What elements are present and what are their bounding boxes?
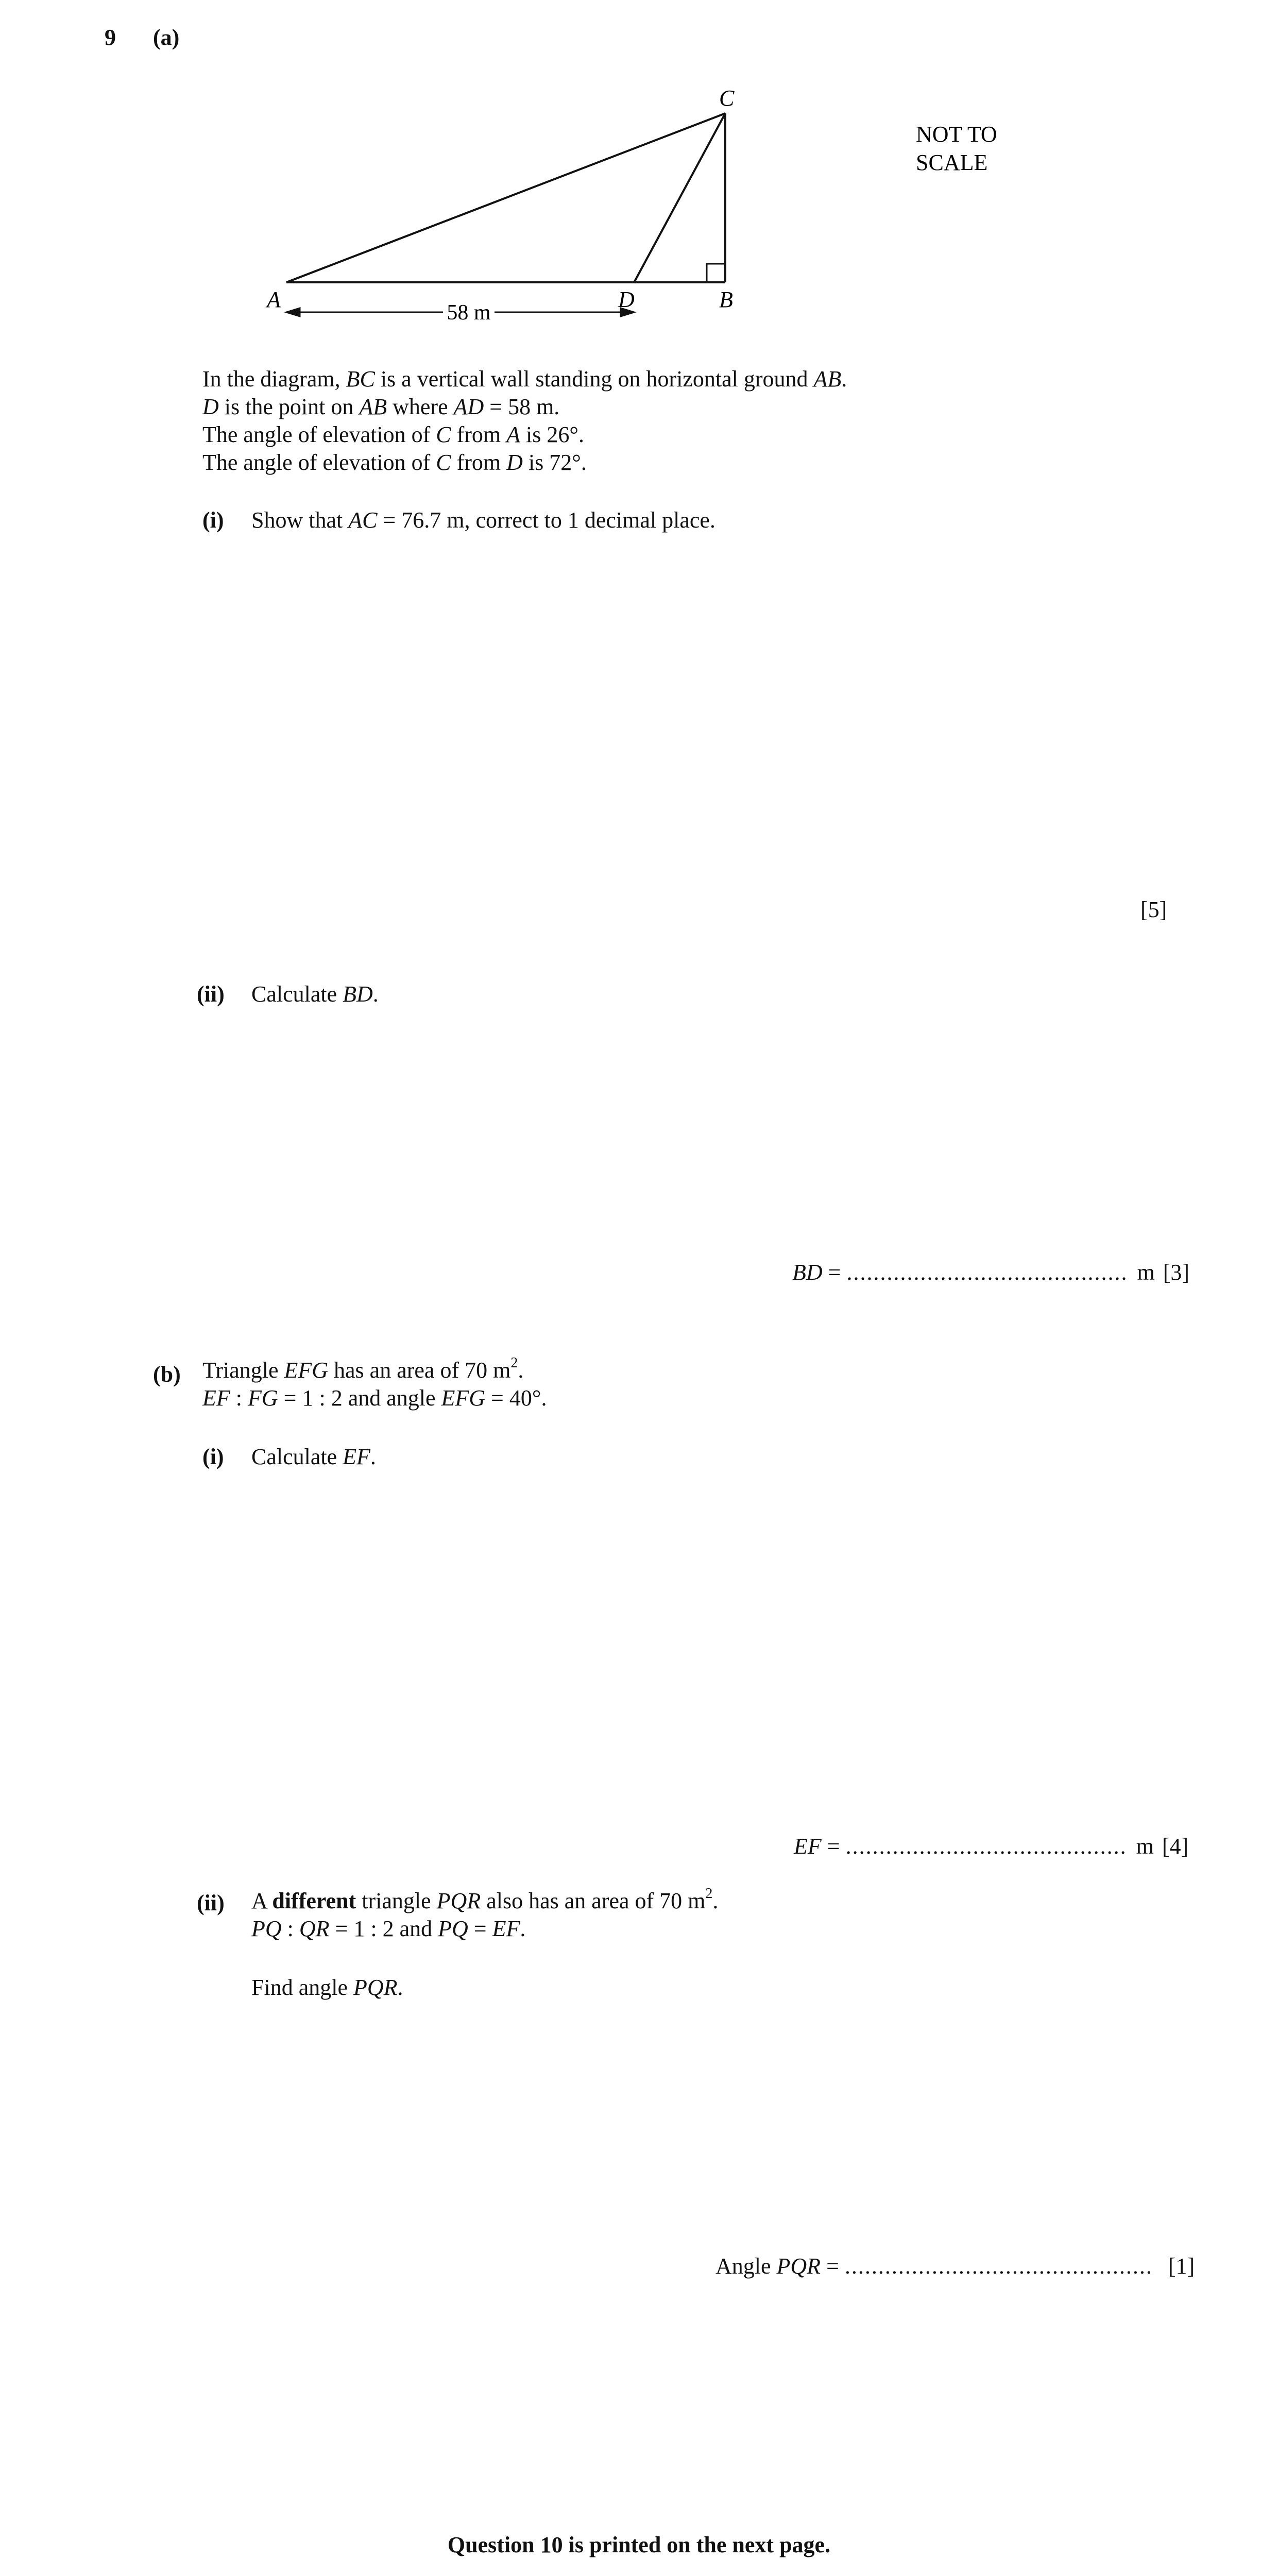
part-a-i-label: (i) xyxy=(202,507,224,533)
intro-line-3: The angle of elevation of C from A is 26°. xyxy=(202,422,584,447)
intro-line-2: D is the point on AB where AD = 58 m. xyxy=(202,394,560,419)
point-d-label: D xyxy=(618,287,635,312)
part-b-ii-text xyxy=(251,1887,718,1942)
footer-note: Question 10 is printed on the next page. xyxy=(447,2532,831,2557)
part-a-i-text: Show that AC = 76.7 m, correct to 1 decimal place. xyxy=(251,507,715,533)
part-b-label: (b) xyxy=(153,1362,181,1387)
part-a-i-marks: [5] xyxy=(1140,897,1167,922)
part-b-i-label: (i) xyxy=(202,1444,224,1469)
arrowhead-left xyxy=(286,308,300,316)
question-number: 9 xyxy=(105,25,116,50)
pqr-answer-field[interactable]: .............................................. xyxy=(844,2253,1153,2279)
right-angle-marker xyxy=(707,264,725,282)
part-b-ii-marks: [1] xyxy=(1168,2253,1195,2279)
point-c-label: C xyxy=(719,86,735,111)
intro-line-4: The angle of elevation of C from D is 72°. xyxy=(202,450,587,475)
part-b-intro xyxy=(202,1356,547,1412)
part-b-ii-line-1: A different triangle PQR also has an area of 70 $m^2$. xyxy=(251,1886,719,1913)
ef-answer-line: EF = .......................................... m [4] xyxy=(794,1834,1189,1859)
bd-answer-field[interactable]: .......................................... xyxy=(846,1260,1128,1285)
part-b-ii-line-2: PQ : QR = 1 : 2 and PQ = EF. xyxy=(251,1916,526,1941)
pqr-answer-line: Angle PQR = .............................................. [1] xyxy=(715,2253,1195,2279)
part-b-ii-label: (ii) xyxy=(197,1890,225,1916)
part-a-ii-marks: [3] xyxy=(1163,1260,1190,1285)
part-b-i-marks: [4] xyxy=(1162,1834,1189,1859)
point-a-label: A xyxy=(267,287,281,312)
triangle-diagram xyxy=(0,0,1278,371)
part-a-ii-label: (ii) xyxy=(197,981,225,1007)
part-b-intro-line-2: EF : FG = 1 : 2 and angle EFG = 40°. xyxy=(202,1385,547,1411)
point-b-label: B xyxy=(719,287,733,312)
bd-answer-label: BD xyxy=(792,1260,823,1285)
part-b-ii-instruction: Find angle PQR. xyxy=(251,1975,403,2000)
bd-answer-line: BD = .......................................... m [3] xyxy=(792,1260,1190,1285)
line-ac xyxy=(286,113,725,282)
ef-answer-field[interactable]: .......................................... xyxy=(845,1834,1127,1859)
part-a-ii-text: Calculate BD. xyxy=(251,981,379,1007)
ef-answer-label: EF xyxy=(794,1834,822,1859)
intro-line-1: In the diagram, BC is a vertical wall standing on horizontal ground AB. xyxy=(202,366,847,392)
part-b-i-text: Calculate EF. xyxy=(251,1444,376,1469)
not-to-scale-line2: SCALE xyxy=(916,150,988,175)
pqr-answer-label: PQR xyxy=(776,2253,821,2279)
line-dc xyxy=(634,113,725,282)
part-a-label: (a) xyxy=(153,25,180,50)
part-a-intro xyxy=(202,365,847,476)
not-to-scale-line1: NOT TO xyxy=(916,122,997,147)
part-b-intro-line-1: Triangle EFG has an area of 70 $m^2$. xyxy=(202,1355,524,1383)
length-ad-label: 58 m xyxy=(447,301,491,325)
